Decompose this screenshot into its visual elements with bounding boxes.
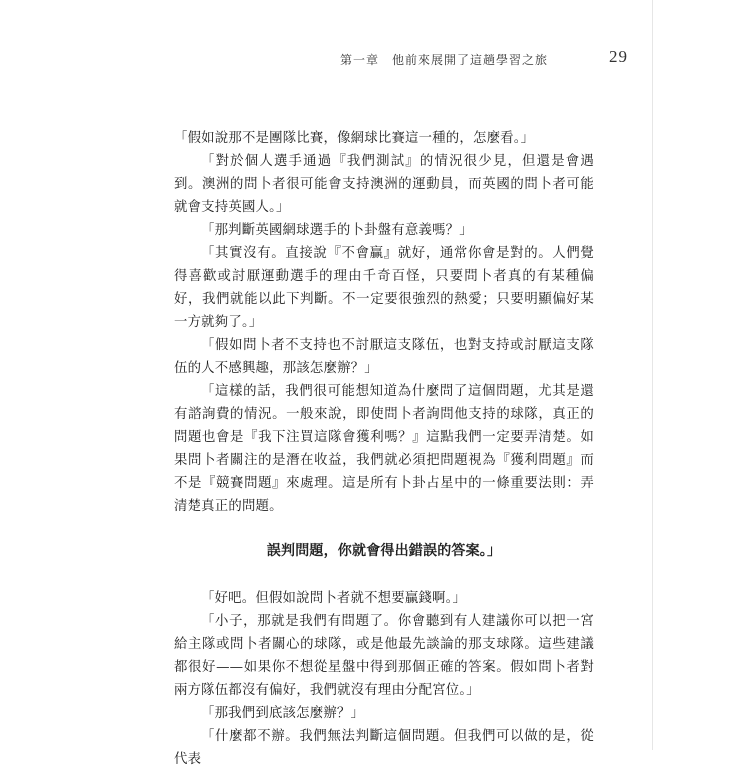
paragraph: 「那判斷英國網球選手的卜卦盤有意義嗎？」	[201, 223, 473, 238]
paragraph: 「假如說那不是團隊比賽，像網球比賽這一種的，怎麼看。」	[174, 131, 535, 146]
page-edge	[652, 0, 653, 750]
paragraph: 「對於個人選手通過『我們測試』的情況很少見，但還是會遇到。澳洲的問卜者很可能會支持澳洲的運動員，而英國的問卜者可能就會支持英國人。」	[174, 154, 594, 215]
paragraph: 「什麼都不辦。我們無法判斷這個問題。但我們可以做的是，從代表	[174, 729, 594, 767]
pull-quote: 誤判問題，你就會得出錯誤的答案。」	[266, 543, 502, 559]
chapter-title: 第一章 他前來展開了這趟學習之旅	[340, 53, 549, 67]
paragraph: 「這樣的話，我們很可能想知道為什麼問了這個問題，尤其是還有諮詢費的情況。一般來說，即使問卜者詢問他支持的球隊，真正的問題也會是『我下注買這隊會獲利嗎？』這點我們一定要弄清楚。如果問卜者關注的是潛在收益，我們就必須把問題視為『獲利問題』而不是『競賽問題』來處理。這是所有卜卦占星中的一條重要法則：弄清楚真正的問題。	[174, 384, 594, 514]
paragraph: 「好吧。但假如說問卜者就不想要贏錢啊。」	[201, 591, 467, 606]
paragraph: 「其實沒有。直接說『不會贏』就好，通常你會是對的。人們覺得喜歡或討厭運動選手的理由千奇百怪，只要問卜者真的有某種偏好，我們就能以此下判斷。不一定要很強烈的熱愛；只要明顯偏好某一方就夠了。」	[174, 246, 594, 330]
running-header	[330, 47, 640, 71]
page-number: 29	[609, 47, 628, 66]
body-text	[174, 127, 594, 771]
paragraph: 「那我們到底該怎麼辦？」	[201, 706, 365, 721]
paragraph: 「假如問卜者不支持也不討厭這支隊伍，也對支持或討厭這支隊伍的人不感興趣，那該怎麼辦？」	[174, 338, 594, 376]
paragraph: 「小子，那就是我們有問題了。你會聽到有人建議你可以把一宮給主隊或問卜者關心的球隊，或是他最先談論的那支球隊。這些建議都很好——如果你不想從星盤中得到那個正確的答案。假如問卜者對兩方隊伍都沒有偏好，我們就沒有理由分配宮位。」	[174, 614, 594, 698]
